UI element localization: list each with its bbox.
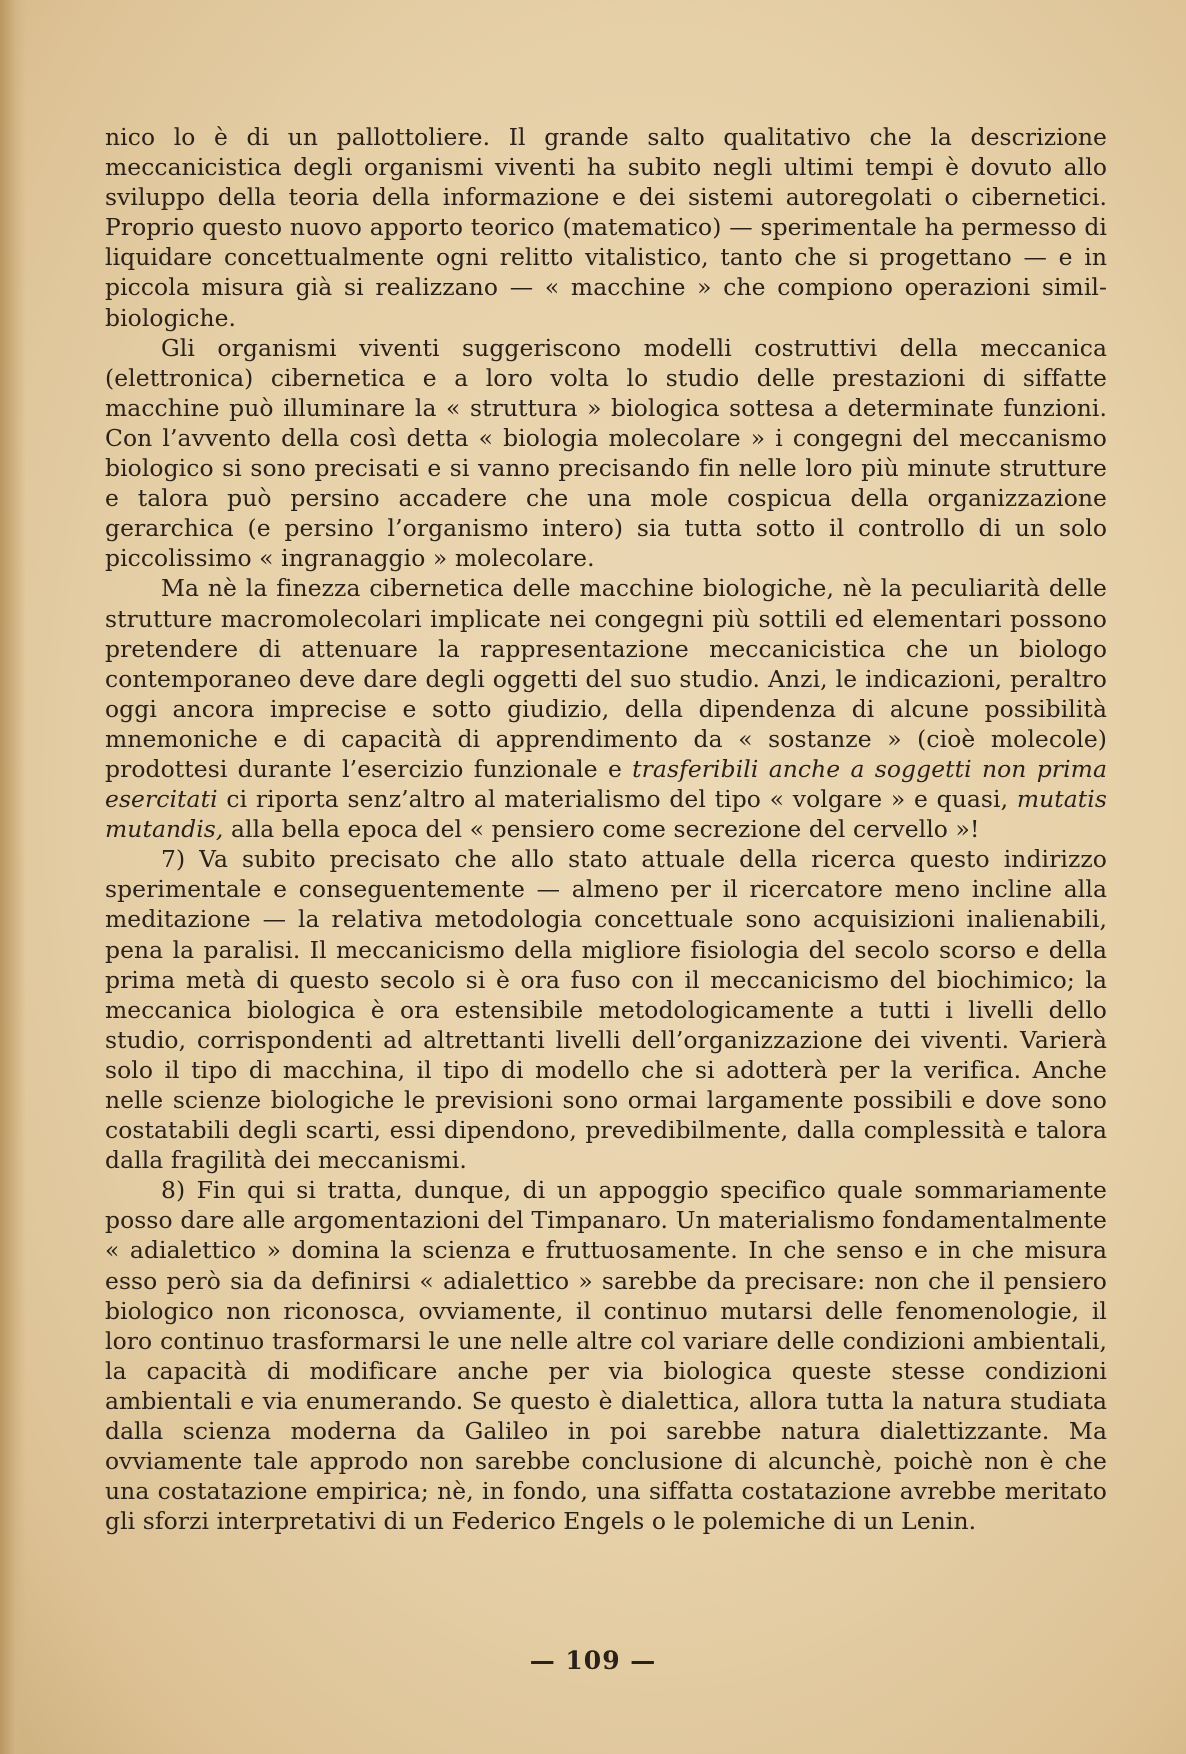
italic-phrase: trasferibili anche a soggetti non prima esercitati: [105, 754, 1107, 814]
paragraph-3: Ma nè la finezza cibernetica delle macchine biologiche, nè la peculiarità delle strutture macromolecolari implicate nei congegni più sottili ed elementari possono pretendere di attenuare la rappresentazione meccanicistica che un biologo contemporaneo deve dare degli oggetti del suo studio. Anzi, le indicazioni, peraltro oggi ancora imprecise e sotto giudizio, della dipendenza di alcune possibilità mnemoniche e di capacità di apprendimento da « sostanze » (cioè molecole) prodottesi durante l’esercizio funzionale e trasferibili anche a soggetti non prima esercitati ci riporta senz’altro al materialismo del tipo « volgare » e quasi, mutatis mutandis, alla bella epoca del « pensiero come secrezione del cervello »!: [105, 574, 1107, 844]
paragraph-1: nico lo è di un pallottoliere. Il grande salto qualitativo che la descrizione meccanicistica degli organismi viventi ha subito negli ultimi tempi è dovuto allo sviluppo della teoria della informazione e dei sistemi autoregolati o cibernetici. Proprio questo nuovo apporto teorico (matematico) — sperimentale ha permesso di liquidare concettualmente ogni relitto vitalistico, tanto che si progettano — e in piccola misura già si realizzano — « macchine » che compiono operazioni simil-biologiche.: [105, 123, 1107, 332]
page-binding-edge: [0, 0, 26, 1754]
page-number: — 109 —: [529, 1646, 657, 1675]
paragraph-5: 8) Fin qui si tratta, dunque, di un appoggio specifico quale sommariamente posso dare alle argomentazioni del Timpanaro. Un materialismo fondamentalmente « adialettico » domina la scienza e fruttuosamente. In che senso e in che misura esso però sia da definirsi « adialettico » sarebbe da precisare: non che il pensiero biologico non riconosca, ovviamente, il continuo mutarsi delle fenomenologie, il loro continuo trasformarsi le une nelle altre col variare delle condizioni ambientali, la capacità di modificare anche per via biologica queste stesse condizioni ambientali e via enumerando. Se questo è dialettica, allora tutta la natura studiata dalla scienza moderna da Galileo in poi sarebbe natura dialettizzante. Ma ovviamente tale approdo non sarebbe conclusione di alcunchè, poichè non è che una costatazione empirica; nè, in fondo, una siffatta costatazione avrebbe meritato gli sforzi interpretativi di un Federico Engels o le polemiche di un Lenin.: [105, 1176, 1107, 1536]
paragraph-2: Gli organismi viventi suggeriscono modelli costruttivi della meccanica (elettronica) cibernetica e a loro volta lo studio delle prestazioni di siffatte macchine può illuminare la « struttura » biologica sottesa a determinate funzioni. Con l’avvento della così detta « biologia molecolare » i congegni del meccanismo biologico si sono precisati e si vanno precisando fin nelle loro più minute strutture e talora può persino accadere che una mole cospicua della organizzazione gerarchica (e persino l’organismo intero) sia tutta sotto il controllo di un solo piccolissimo « ingranaggio » molecolare.: [105, 333, 1107, 573]
paragraph-4: 7) Va subito precisato che allo stato attuale della ricerca questo indirizzo sperimentale e conseguentemente — almeno per il ricercatore meno incline alla meditazione — la relativa metodologia concettuale sono acquisizioni inalienabili, pena la paralisi. Il meccanicismo della migliore fisiologia del secolo scorso e della prima metà di questo secolo si è ora fuso con il meccanicismo del biochimico; la meccanica biologica è ora estensibile metodologicamente a tutti i livelli dello studio, corrispondenti ad altrettanti livelli dell’organizzazione dei viventi. Varierà solo il tipo di macchina, il tipo di modello che si adotterà per la verifica. Anche nelle scienze biologiche le previsioni sono ormai largamente possibili e dove sono costatabili degli scarti, essi dipendono, prevedibilmente, dalla complessità e talora dalla fragilità dei meccanismi.: [105, 845, 1107, 1175]
italic-phrase: mutatis mutandis,: [105, 785, 1107, 844]
body-text: [105, 122, 1107, 1536]
